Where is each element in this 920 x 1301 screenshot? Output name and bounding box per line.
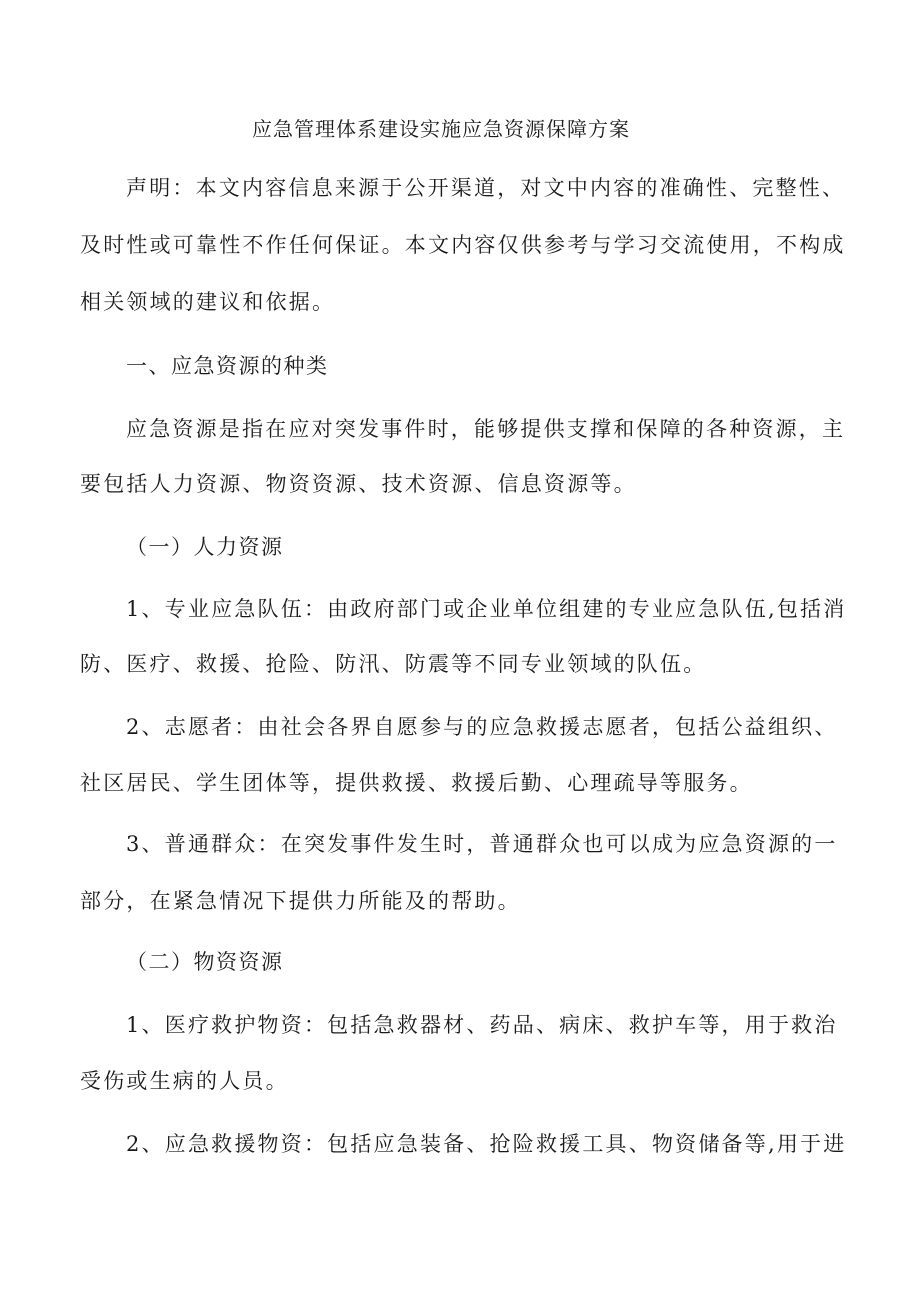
disclaimer-line-3: 相关领域的建议和依据。 [80,290,336,314]
human-item-1-line-2: 防、医疗、救援、抢险、防汛、防震等不同专业领域的队伍。 [80,652,707,676]
subsection-heading-material: （二）物资资源 [126,950,284,974]
material-item-1-line-2: 受伤或生病的人员。 [80,1069,289,1093]
disclaimer-line-2: 及时性或可靠性不作任何保证。本文内容仅供参考与学习交流使用，不构成 [80,233,846,257]
disclaimer-line-1: 声明：本文内容信息来源于公开渠道，对文中内容的准确性、完整性、 [126,176,846,200]
human-item-3-line-2: 部分，在紧急情况下提供力所能及的帮助。 [80,889,521,913]
section-intro-line-2: 要包括人力资源、物资资源、技术资源、信息资源等。 [80,472,637,496]
section-intro-line-1: 应急资源是指在应对突发事件时，能够提供支撑和保障的各种资源，主 [126,417,846,441]
subsection-heading-human: （一）人力资源 [126,535,284,559]
material-item-1-line-1: 1、医疗救护物资：包括急救器材、药品、病床、救护车等，用于救治 [126,1013,838,1037]
human-item-3-line-1: 3、普通群众：在突发事件发生时，普通群众也可以成为应急资源的一 [126,832,838,856]
human-item-1-line-1: 1、专业应急队伍：由政府部门或企业单位组建的专业应急队伍,包括消 [126,597,847,621]
section-heading: 一、应急资源的种类 [126,354,329,378]
document-title: 应急管理体系建设实施应急资源保障方案 [252,117,630,141]
material-item-2-line-1: 2、应急救援物资：包括应急装备、抢险救援工具、物资储备等,用于进 [126,1132,847,1156]
human-item-2-line-2: 社区居民、学生团体等，提供救援、救援后勤、心理疏导等服务。 [80,771,753,795]
human-item-2-line-1: 2、志愿者：由社会各界自愿参与的应急救援志愿者，包括公益组织、 [126,715,838,739]
